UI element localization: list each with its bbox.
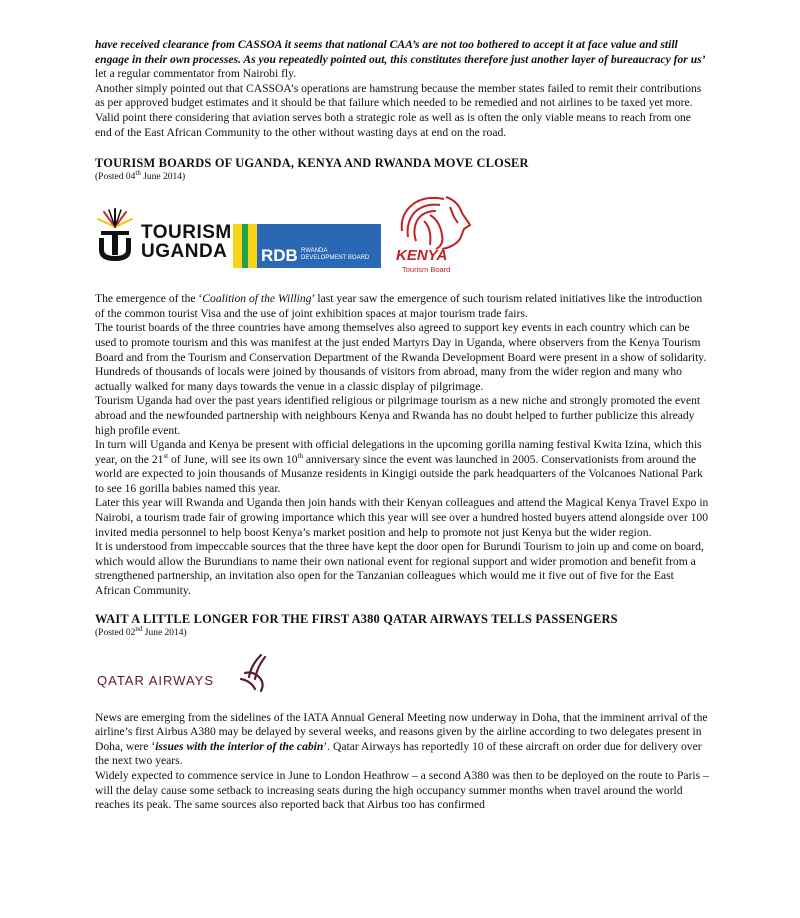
article1-paragraph-2: The tourist boards of the three countries have among themselves also agreed to support key events in each country which can be used to promote tourism and this was manifest at the just ended Martyrs Day in Uganda, where observers from the Kenya Tourism Board and from the Tourism and Conservation Department of the Rwanda Development Board were present in a show of solidarity. Hundreds of thousands of locals were joined by thousands of visitors from abroad, many from the wider region and many who actually walked for many days towards the venue in a classic display of pilgrimage. xyxy=(95,321,707,393)
lion-head-icon xyxy=(384,191,474,253)
tourism-uganda-line1: TOURISM xyxy=(141,222,232,244)
intro-paragraph-2: Another simply pointed out that CASSOA’s operations are hamstrung because the member states failed to remit their contributions as per approved budget estimates and it should be that failure which needed to be remedied and not airlines to be taxed yet more. Valid point there considering that aviation serves both a strategic role as well as is often the only viable means to reach from one end of the East African Community to the other without wasting days at end on the road. xyxy=(95,81,702,139)
rdb-logo xyxy=(233,224,381,268)
intro-paragraph-1 xyxy=(95,38,710,82)
article1-paragraph-6: It is understood from impeccable sources that the three have kept the door open for Burundi Tourism to join up and come on board, which would allow the Burundians to name their own national event for regional support and wider promotion and benefit from a strengthened partnership, an invitation also open for the Tanzanian colleagues which would me it five out of five for the East African Community. xyxy=(95,540,704,598)
tourism-uganda-logo xyxy=(95,205,235,275)
article1-headline: TOURISM BOARDS OF UGANDA, KENYA AND RWANDA MOVE CLOSER xyxy=(95,156,529,171)
rdb-green-stripe xyxy=(242,224,248,268)
article1-posted-date: (Posted 04th June 2014) xyxy=(95,169,186,183)
kenya-sub: Tourism Board xyxy=(402,265,451,275)
article1-paragraph-5: Later this year will Rwanda and Uganda then join hands with their Kenyan colleagues and attend the Magical Kenya Travel Expo in Nairobi, a tourism trade fair of growing importance which this year will see over a hundred hosted buyers attend alongside over 100 invited media personnel to help boost Kenya’s market position and help to promote not just Kenya but the wider region. xyxy=(95,496,709,539)
qatar-airways-logo xyxy=(95,645,710,705)
logo-row xyxy=(95,205,710,292)
article1-paragraph-3: Tourism Uganda had over the past years identified religious or pilgrimage tourism as a new niche and strongly promoted the event abroad and the newfounded partnership with neighbours Kenya and Rwanda has no doubt helped to further publicize this already high profile event. xyxy=(95,394,701,437)
rdb-line2: DEVELOPMENT BOARD xyxy=(301,255,370,262)
kenya-name: KENYA xyxy=(396,247,448,265)
document-page xyxy=(95,38,710,813)
oryx-icon xyxy=(231,651,275,695)
article2-posted-date: (Posted 02nd June 2014) xyxy=(95,624,187,638)
rdb-line1: RWANDA xyxy=(301,248,328,255)
article2-headline: WAIT A LITTLE LONGER FOR THE FIRST A380 QATAR AIRWAYS TELLS PASSENGERS xyxy=(95,611,618,626)
tourism-uganda-emblem-icon xyxy=(95,205,135,265)
tourism-uganda-line2: UGANDA xyxy=(141,241,228,263)
article1-paragraph-1: The emergence of the ‘Coalition of the Willing’ last year saw the emergence of such tourism related initiatives like the introduction of the common tourist Visa and the use of joint exhibition spaces at major tourism trade fairs. xyxy=(95,292,703,320)
kenya-tourism-board-logo xyxy=(382,191,482,281)
rdb-abbr: RDB xyxy=(261,246,298,266)
intro-quote: have received clearance from CASSOA it seems that national CAA’s are not too bothered to accept it at face value and still engage in their own processes. As you repeatedly pointed out, this constitutes therefore just another layer of bureaucracy for us’ xyxy=(95,38,706,66)
qatar-logo-text: QATAR AIRWAYS xyxy=(97,672,215,688)
intro-quote-tail: let a regular commentator from Nairobi fly. xyxy=(95,67,297,81)
article2-paragraph-2: Widely expected to commence service in June to London Heathrow – a second A380 was then to be deployed on the route to Paris – will the delay cause some setback to increasing seats during the high occupancy summer months when travel around the world reaches its peak. The same sources also reported back that Airbus too has confirmed xyxy=(95,769,709,812)
article2-paragraph-1: News are emerging from the sidelines of the IATA Annual General Meeting now underway in Doha, that the imminent arrival of the airline’s first Airbus A380 may be delayed by several weeks, and reasons given by the airline according to two delegates present in Doha, were ‘issues with the interior of the cabin’. Qatar Airways has reportedly 10 of these aircraft on order due for delivery over the next two years. xyxy=(95,710,708,768)
article1-paragraph-4: In turn will Uganda and Kenya be present with official delegations in the upcoming gorilla naming festival Kwita Izina, which this year, on the 21st of June, will see its own 10th anniversary since the event was launched in 2005. Conservationists from around the world are expected to join thousands of Musanze residents in Kingigi outside the park headquarters of the Volcanoes National Park to see 16 gorilla babies named this year. xyxy=(95,438,703,495)
